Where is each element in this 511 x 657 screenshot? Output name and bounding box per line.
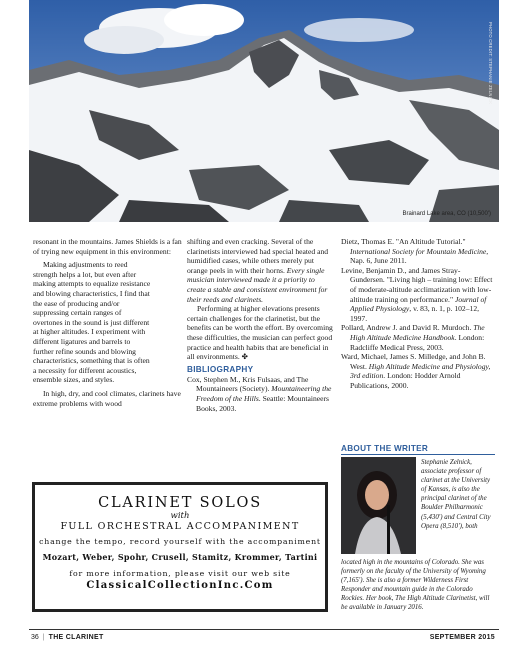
ref-publisher: . Seattle: Mountaineers Books, 2003. (196, 393, 330, 413)
paragraph (187, 237, 335, 304)
author-bio-continued: located high in the mountains of Colorado. She was formerly on the faculty of the University of Wyoming (7,165'). She is also a former Wilderness First Responder and mountain guide in the Colorado Rockies. Her book, The High Altitude Clarinetist, will be available in January 2016. (341, 559, 490, 612)
ref-title: High Altitude Medicine and Physiology, 3rd edition (350, 361, 491, 381)
magazine-name: THE CLARINET (48, 634, 104, 641)
ref-title: International Society for Mountain Medicine (350, 246, 487, 256)
ad-tagline: change the tempo, record yourself with the accompaniment (39, 537, 321, 546)
ref-authors: Cox, Stephen M., Kris Fulsaas, and The Mountaineers (Society). (187, 374, 309, 394)
ad-subtitle: FULL ORCHESTRAL ACCOMPANIMENT (60, 521, 300, 532)
ad-info: for more information, please visit our web site (69, 569, 291, 578)
article-column-3 (341, 237, 495, 391)
block-quote (33, 260, 151, 385)
ad-website: ClassicalCollectionInc.Com (86, 580, 274, 591)
author-photo (341, 457, 416, 554)
issue-date: SEPTEMBER 2015 (429, 634, 495, 641)
page-number: 36 (31, 634, 39, 641)
reference-item (341, 352, 495, 390)
photo-credit: PHOTO CREDIT: STEPHANIE ZELNICK (488, 22, 493, 105)
page-footer (29, 629, 499, 642)
ref-authors: Pollard, Andrew J. and David R. Murdoch. (341, 323, 474, 333)
ref-authors: Dietz, Thomas E. "An Altitude Tutorial." (341, 237, 466, 246)
mountain-photo (29, 0, 499, 222)
ref-title: Mountaineering the Freedom of the Hills (196, 384, 332, 403)
ref-title: The High Altitude Medicine Handbook (350, 323, 485, 342)
ad-composers: Mozart, Weber, Spohr, Crusell, Stamitz, Krommer, Tartini (42, 552, 318, 562)
reference-item (187, 375, 335, 413)
ref-authors: Ward, Michael, James S. Milledge, and John B. West. (341, 352, 486, 371)
reference-item (341, 323, 495, 352)
ref-publisher: . London: Radcliffe Medical Press, 2003. (350, 332, 485, 352)
clarinet-solos-ad (32, 482, 328, 612)
reference-item (341, 237, 495, 266)
paragraph: In high, dry, and cool climates, clarinets have extreme problems with wood (33, 388, 181, 408)
ad-title: CLARINET SOLOS (98, 495, 262, 511)
paragraph: Performing at higher elevations presents certain challenges for the clarinetist, but the benefits can be worth the effort. By overcoming these difficulties, the musician can perfect good practice and health habits that are beneficial in all environments. ✤ (187, 304, 333, 362)
ref-publisher: , v. 83, n. 1, p. 102–12, 1997. (350, 304, 480, 323)
article-column-1 (33, 237, 183, 408)
footer-left (31, 634, 104, 641)
ref-title: Journal of Applied Physiology (350, 294, 487, 314)
paragraph: resonant in the mountains. James Shields is a fan of trying new equipment in this environment: (33, 237, 182, 256)
ref-authors: Levine, Benjamin D., and James Stray-Gundersen. "Living high – training low: Effect of moderate-altitude acclimatization with low-altitude training on performance." (341, 265, 493, 304)
author-bio-side: Stephanie Zelnick, associate professor of clarinet at the University of Kansas, is also the principal clarinet of the Boulder Philharmonic (5,430') and Central City Opera (8,510'), both (421, 459, 491, 530)
emphasis-text: Every single musician interviewed made it a priority to create a stable and consistent environment for their reeds and clarinets. (187, 265, 328, 304)
about-writer-heading: ABOUT THE WRITER (341, 444, 495, 455)
footer-separator: | (42, 634, 45, 641)
bibliography-heading: BIBLIOGRAPHY (187, 364, 254, 374)
article-column-2 (187, 237, 335, 413)
ref-publisher: , Nap. 6, June 2011. (350, 246, 489, 266)
ad-with: with (170, 511, 190, 521)
paragraph-text: shifting and even cracking. Several of the clarinetists interviewed had special heated and humidified cases, while others merely put orange peels in with their horns. (187, 237, 329, 275)
mountain-landscape-image (29, 0, 499, 222)
quote-text: Making adjustments to reed strength helps a lot, but even after making attempts to equalize resistance and blowing characteristics, I find that the ease of producing and/or suppressing certain ranges of overtones in the sound is just different at higher altitudes. I experiment with different ligatures and barrels to further refine sounds and blowing characteristics, something that is often a necessity for different acoustics, ensemble sizes, and styles. (33, 260, 151, 385)
ref-publisher: . London: Hodder Arnold Publications, 2000. (350, 371, 461, 390)
author-portrait-image (341, 457, 416, 554)
reference-item (341, 266, 495, 324)
photo-caption: Brainard Lake area, CO (10,500') (402, 211, 491, 217)
